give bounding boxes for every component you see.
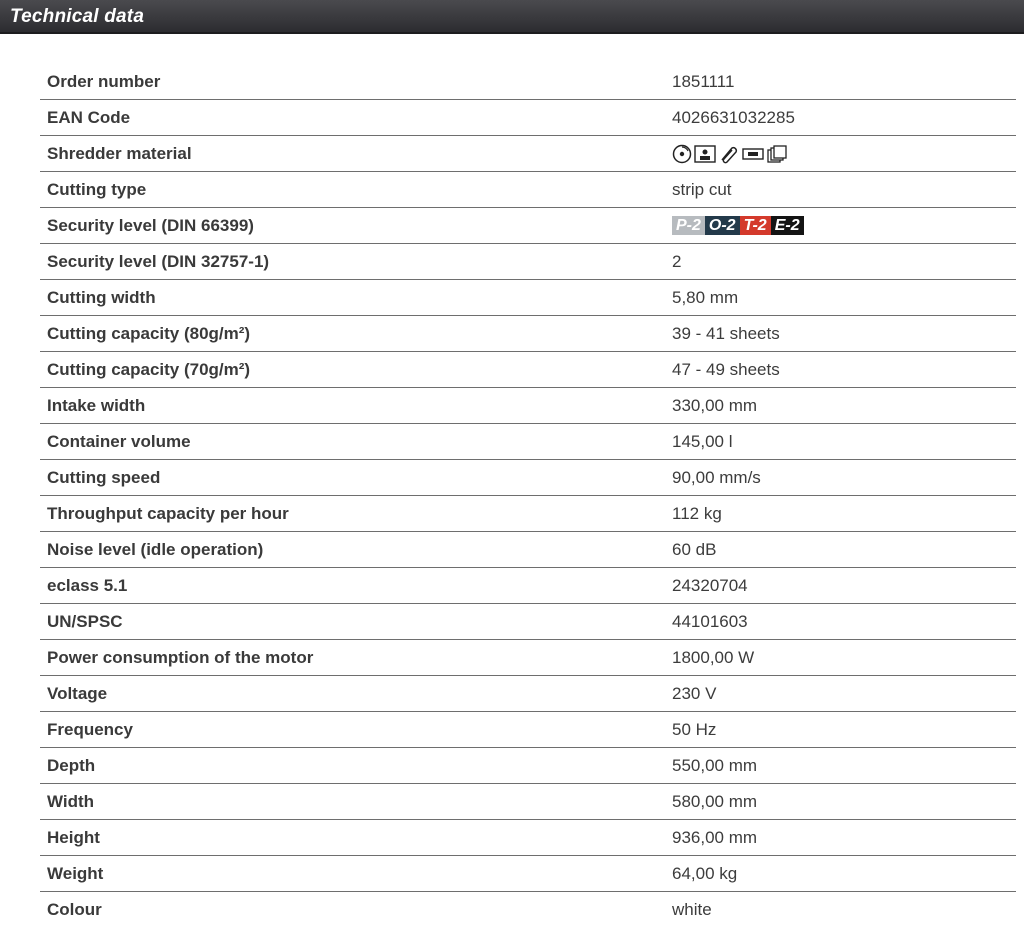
section-header <box>0 0 1024 34</box>
row-label: Container volume <box>47 432 191 451</box>
row-label: Noise level (idle operation) <box>47 540 264 559</box>
row-value: 50 Hz <box>672 720 717 739</box>
row-label: eclass 5.1 <box>47 576 128 595</box>
row-value: 44101603 <box>672 612 748 631</box>
table-row <box>40 424 1016 460</box>
credit-card-icon <box>694 144 716 164</box>
security-badge-e: E-2 <box>771 216 804 235</box>
row-value: 24320704 <box>672 576 748 595</box>
row-value: 550,00 mm <box>672 756 758 775</box>
table-row <box>40 532 1016 568</box>
shredder-material-icons <box>672 144 788 164</box>
table-row <box>40 460 1016 496</box>
section-title: Technical data <box>10 6 145 27</box>
row-value: 60 dB <box>672 540 717 559</box>
paper-clip-icon <box>718 144 740 164</box>
row-value: 64,00 kg <box>672 864 738 883</box>
table-row <box>40 136 1016 172</box>
row-label: Intake width <box>47 396 146 415</box>
cd-icon <box>672 144 692 164</box>
table-row <box>40 316 1016 352</box>
table-row <box>40 64 1016 100</box>
row-value: 580,00 mm <box>672 792 758 811</box>
table-row <box>40 820 1016 856</box>
table-row <box>40 640 1016 676</box>
row-label: Height <box>47 828 100 847</box>
table-row <box>40 892 1016 927</box>
row-label: Cutting capacity (80g/m²) <box>47 324 251 343</box>
row-value: 112 kg <box>672 504 722 523</box>
table-row <box>40 280 1016 316</box>
technical-data-table <box>40 64 1016 927</box>
row-value: 145,00 l <box>672 432 733 451</box>
row-value: 230 V <box>672 684 717 703</box>
row-label: Frequency <box>47 720 133 739</box>
row-label: Throughput capacity per hour <box>47 504 289 523</box>
row-label: Security level (DIN 66399) <box>47 216 254 235</box>
row-value: 1851111 <box>672 72 735 91</box>
row-label: UN/SPSC <box>47 612 123 631</box>
table-row <box>40 352 1016 388</box>
row-value: 5,80 mm <box>672 288 739 307</box>
row-label: Width <box>47 792 95 811</box>
row-label: Weight <box>47 864 104 883</box>
row-label: Order number <box>47 72 161 91</box>
table-row <box>40 676 1016 712</box>
row-value: strip cut <box>672 180 732 199</box>
security-badge-p: P-2 <box>672 216 705 235</box>
row-label: EAN Code <box>47 108 131 127</box>
row-label: Depth <box>47 756 96 775</box>
table-row <box>40 496 1016 532</box>
table-row <box>40 748 1016 784</box>
table-row <box>40 568 1016 604</box>
table-row <box>40 784 1016 820</box>
row-label: Security level (DIN 32757-1) <box>47 252 270 271</box>
row-label: Cutting speed <box>47 468 161 487</box>
row-value: 47 - 49 sheets <box>672 360 780 379</box>
security-badge-o: O-2 <box>705 216 740 235</box>
row-value: 4026631032285 <box>672 108 795 127</box>
row-value: 2 <box>672 252 682 271</box>
row-value: white <box>672 900 712 919</box>
row-label: Voltage <box>47 684 108 703</box>
row-value: 90,00 mm/s <box>672 468 761 487</box>
table-row <box>40 208 1016 244</box>
table-row <box>40 388 1016 424</box>
row-label: Cutting type <box>47 180 147 199</box>
row-value: 936,00 mm <box>672 828 758 847</box>
table-row <box>40 100 1016 136</box>
row-label: Power consumption of the motor <box>47 648 314 667</box>
table-row <box>40 172 1016 208</box>
row-value: 39 - 41 sheets <box>672 324 780 343</box>
row-value: 330,00 mm <box>672 396 758 415</box>
staple-icon <box>742 144 764 164</box>
table-row <box>40 712 1016 748</box>
table-row <box>40 604 1016 640</box>
row-label: Colour <box>47 900 102 919</box>
table-row <box>40 856 1016 892</box>
table-row <box>40 244 1016 280</box>
row-label: Shredder material <box>47 144 192 163</box>
paper-stack-icon <box>766 144 788 164</box>
security-level-badges <box>672 216 804 235</box>
row-label: Cutting capacity (70g/m²) <box>47 360 251 379</box>
row-label: Cutting width <box>47 288 156 307</box>
row-value: 1800,00 W <box>672 648 755 667</box>
security-badge-t: T-2 <box>740 216 771 235</box>
